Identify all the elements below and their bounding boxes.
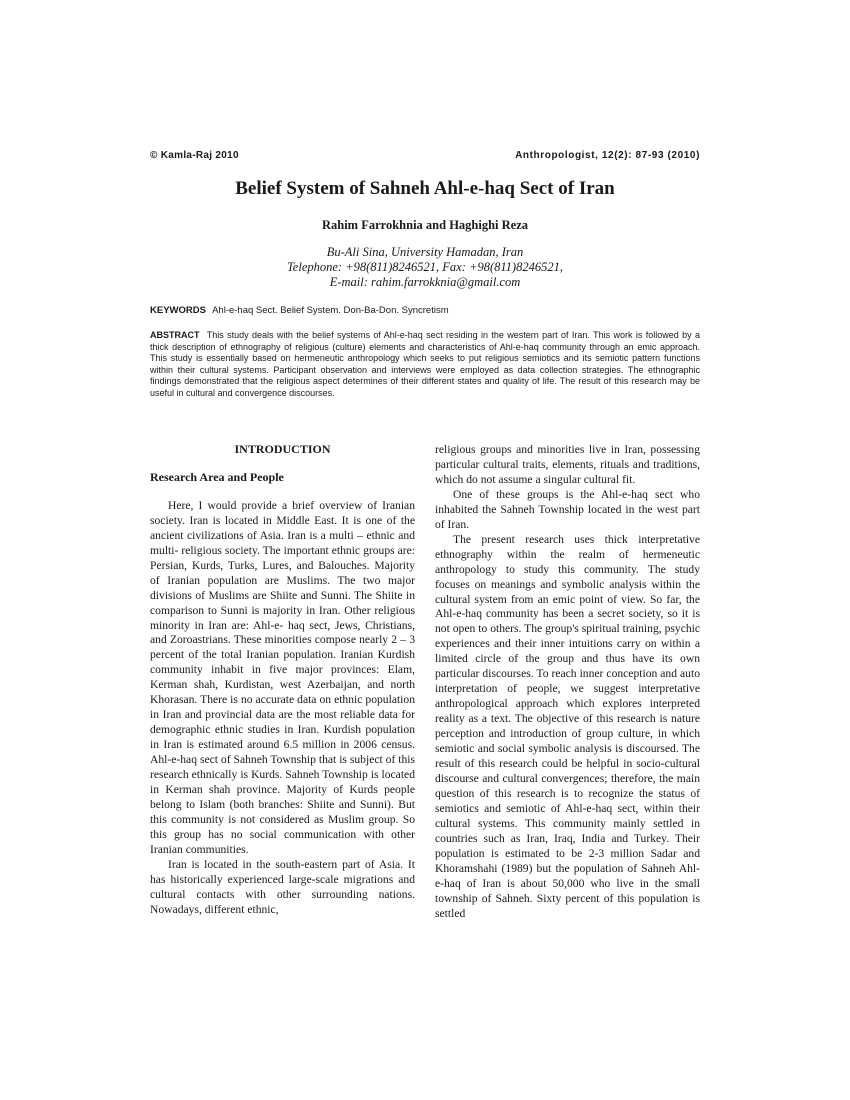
affiliation-email: E-mail: rahim.farrokknia@gmail.com — [329, 275, 521, 289]
keywords-text: Ahl-e-haq Sect. Belief System. Don-Ba-Don. Syncretism — [212, 305, 449, 316]
journal-citation: Anthropologist, 12(2): 87-93 (2010) — [515, 150, 700, 161]
body-paragraph: religious groups and minorities live in Iran, possessing particular cultural traits, elements, rituals and traditions, which do not assume a singular cultural fit. — [435, 443, 700, 486]
affiliation-institution: Bu-Ali Sina, University Hamadan, Iran — [326, 245, 524, 259]
abstract-label: ABSTRACT — [150, 330, 200, 340]
body-paragraph: The present research uses thick interpretative ethnography within the realm of hermeneutic anthropology to study this community. The study focuses on meanings and symbolic analysis within the cultural system from an emic point of view. So far, the Ahl-e-haq community has been a secret society, so it is not open to others. The group's spiritual training, psychic experiences and their inner intuitions carry on within a limited circle of the group and thus have its own particular discourses. To reach inner conception and auto interpretation of people, we suggest interpretative anthropological approach which explores interpreted reality as a text. The objective of this research is nature perception and introduction of group culture, in which semiotic and social symbolic analysis is discoursed. The result of this research could be helpful in socio-cultural discourse and cultural convergences; therefore, the main question of this research is to recognize the status of semiotics and semiotic of Ahl-e-haq sect, within their cultural systems. This community mainly settled in countries such as Iran, Iraq, India and Turkey. Their population is estimated to be 2-3 million Sadar and Khoramshahi (1989) but the population of Sahneh Ahl-e-haq of Iran is about 50,000 who live in the small township of Sahneh. Sixty percent of this population is settled — [435, 532, 700, 920]
body-column-left — [150, 442, 415, 918]
section-heading: INTRODUCTION — [234, 442, 331, 456]
affiliation-block — [150, 245, 700, 290]
body-column-right — [435, 443, 700, 922]
keywords-label: KEYWORDS — [150, 305, 206, 316]
keywords-block — [150, 305, 700, 316]
body-paragraph: Iran is located in the south-eastern part of Asia. It has historically experienced large-scale migrations and cultural contacts with other surrounding nations. Nowadays, different ethnic, — [150, 857, 415, 916]
body-paragraph: One of these groups is the Ahl-e-haq sect who inhabited the Sahneh Township located in the west part of Iran. — [435, 487, 700, 531]
abstract-block — [150, 330, 700, 400]
subsection-heading: Research Area and People — [150, 469, 284, 484]
copyright-notice: © Kamla-Raj 2010 — [150, 150, 239, 161]
abstract-text: This study deals with the belief systems of Ahl-e-haq sect residing in the western part of Iran. This work is followed by a thick description of ethnography of religious (culture) elements and characteristics of Ahl-e-haq community through an emic approach. This study is essentially based on hermeneutic anthropology which seeks to put religious semiotics and its semiotic pattern functions within their cultural systems. Participant observation and interviews were employed as data collection strategies. The ethnographic findings demonstrated that the religious aspect determines of their different states and quality of life. The result of this research may be useful in cultural and convergence discourses. — [150, 330, 700, 398]
body-paragraph: Here, I would provide a brief overview of Iranian society. Iran is located in Middle East. It is one of the ancient civilizations of Asia. Iran is a multi – ethnic and multi- religious society. The important ethnic groups are: Persian, Kurds, Turks, Lures, and Balouches. Majority of Iranian population are Muslims. The two major divisions of Muslims are Shiite and Sunni. The Shiite in comparison to Sunni is majority in Iran. Other religious minority in Iran are: Ahl-e- haq sect, Jews, Christians, and Zoroastrians. These minorities compose nearly 2 – 3 percent of the total Iranian population. Iranian Kurdish community inhabit in five major provinces: Elam, Kerman shah, Kurdistan, west Azerbaijan, and north Khorasan. There is no accurate data on ethnic population in Iran and provincial data are the most reliable data for demographic ethnic studies in Iran. Kurdish population in Iran is estimated around 6.5 million in 2006 census. Ahl-e-haq sect of Sahneh Township that is subject of this research ethnically is Kurds. Sahneh Township is located in Kerman shah province. Majority of Kurds people belong to Islam (both branches: Shiite and Sunni). But this community is not considered as Muslim group. So this group has no social communication with other Iranian communities. — [150, 498, 415, 856]
affiliation-phone-fax: Telephone: +98(811)8246521, Fax: +98(811)8246521, — [287, 260, 563, 274]
author-list: Rahim Farrokhnia and Haghighi Reza — [321, 218, 529, 232]
paper-title: Belief System of Sahneh Ahl-e-haq Sect of Iran — [235, 178, 615, 199]
